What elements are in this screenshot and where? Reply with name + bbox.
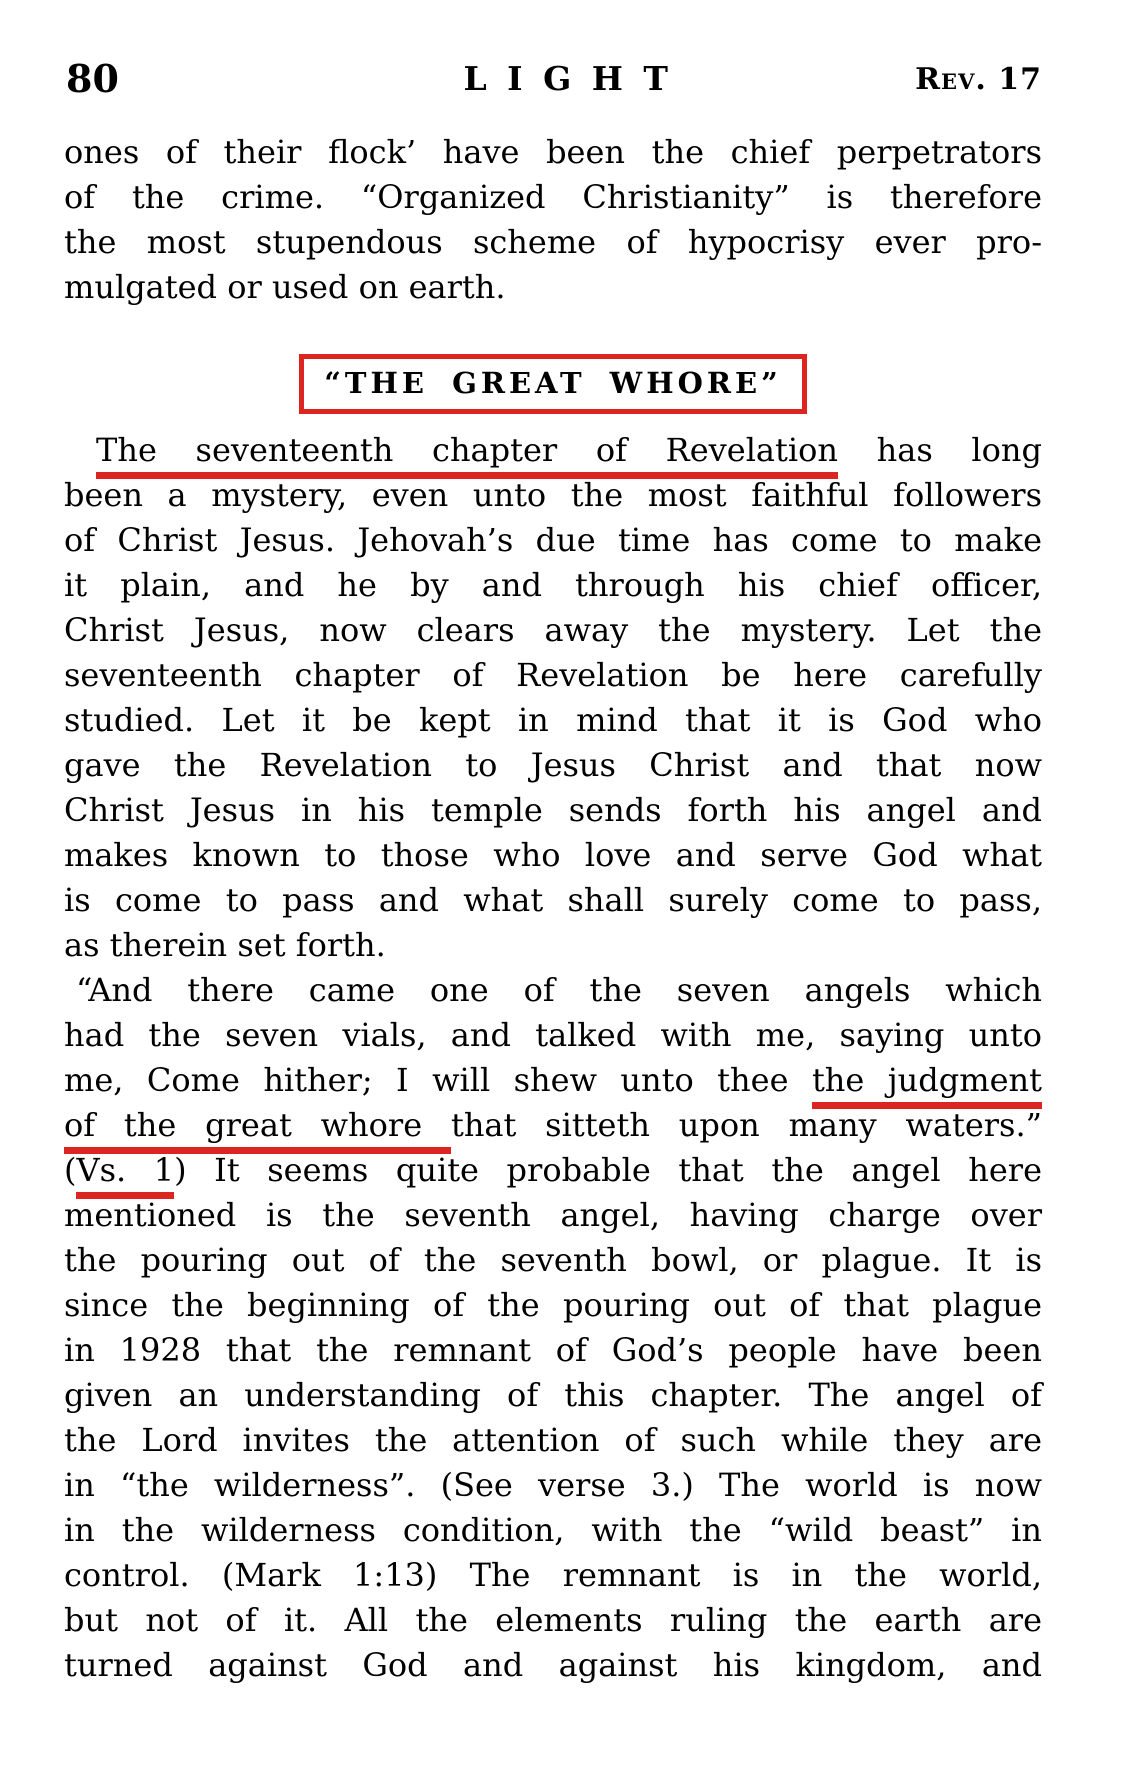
text-line bbox=[64, 1463, 1042, 1508]
text-line bbox=[64, 1013, 1042, 1058]
text-line bbox=[64, 1598, 1042, 1643]
text-segment: of Christ Jesus. Jehovah’s due time has come to make bbox=[64, 521, 1042, 559]
text-line bbox=[64, 968, 1042, 1013]
text-segment: Christ Jesus, now clears away the mystery. Let the bbox=[64, 611, 1042, 649]
text-segment: mulgated or used on earth. bbox=[64, 268, 506, 306]
text-segment: in the wilderness condition, with the “wild beast” in bbox=[64, 1511, 1042, 1549]
paragraph bbox=[64, 428, 1042, 968]
book-title: LIGHT bbox=[463, 59, 689, 98]
text-line bbox=[64, 563, 1042, 608]
text-line bbox=[64, 608, 1042, 653]
text-segment: ( bbox=[64, 1151, 77, 1189]
text-line bbox=[64, 428, 1042, 473]
text-line bbox=[64, 1193, 1042, 1238]
paragraph bbox=[64, 968, 1042, 1688]
text-line bbox=[64, 1058, 1042, 1103]
text-line bbox=[64, 1553, 1042, 1598]
text-line bbox=[64, 175, 1042, 220]
text-line bbox=[64, 1103, 1042, 1148]
text-segment: the Lord invites the attention of such while they are bbox=[64, 1421, 1042, 1459]
text-segment: but not of it. All the elements ruling the earth are bbox=[64, 1601, 1042, 1639]
page-body bbox=[64, 130, 1042, 1688]
text-segment: had the seven vials, and talked with me, saying unto bbox=[64, 1016, 1042, 1054]
text-line bbox=[64, 473, 1042, 518]
text-segment: of the crime. “Organized Christianity” is therefore bbox=[64, 178, 1042, 216]
paragraph bbox=[64, 130, 1042, 310]
text-line bbox=[64, 1283, 1042, 1328]
text-segment: given an understanding of this chapter. The angel of bbox=[64, 1376, 1042, 1414]
section-heading: “THE GREAT WHORE” bbox=[324, 366, 782, 400]
text-segment: mentioned is the seventh angel, having charge over bbox=[64, 1196, 1042, 1234]
text-segment: “And there came one of the seven angels which bbox=[76, 971, 1042, 1009]
text-line bbox=[64, 878, 1042, 923]
text-line bbox=[64, 698, 1042, 743]
text-segment: studied. Let it be kept in mind that it is God who bbox=[64, 701, 1042, 739]
text-line bbox=[64, 130, 1042, 175]
running-head: Rev. 17 bbox=[915, 62, 1042, 97]
text-segment: it plain, and he by and through his chief officer, bbox=[64, 566, 1042, 604]
page-header bbox=[0, 0, 1142, 104]
text-line bbox=[64, 833, 1042, 878]
text-line bbox=[64, 1643, 1042, 1688]
text-segment: is come to pass and what shall surely come to pass, bbox=[64, 881, 1042, 919]
text-segment: ) It seems quite probable that the angel here bbox=[174, 1151, 1043, 1189]
text-segment: makes known to those who love and serve God what bbox=[64, 836, 1042, 874]
text-line bbox=[64, 220, 1042, 265]
text-segment: that sitteth upon many waters.” bbox=[450, 1106, 1043, 1144]
red-underline-annotation: of the great whore bbox=[64, 1106, 451, 1154]
text-segment: me, Come hither; I will shew unto thee bbox=[64, 1061, 812, 1099]
text-segment: been a mystery, even unto the most faithful followers bbox=[64, 476, 1042, 514]
text-line bbox=[64, 1238, 1042, 1283]
text-line bbox=[64, 518, 1042, 563]
text-line bbox=[64, 1148, 1042, 1193]
text-line bbox=[64, 923, 1042, 968]
text-line bbox=[64, 653, 1042, 698]
text-segment: control. (Mark 1:13) The remnant is in the world, bbox=[64, 1556, 1042, 1594]
text-segment: the pouring out of the seventh bowl, or plague. It is bbox=[64, 1241, 1042, 1279]
text-segment: ones of their flock’ have been the chief perpetrators bbox=[64, 133, 1042, 171]
red-underline-annotation: The seventeenth chapter of Revelation bbox=[96, 431, 838, 479]
text-segment: has long bbox=[837, 431, 1042, 469]
text-segment: in “the wilderness”. (See verse 3.) The world is now bbox=[64, 1466, 1042, 1504]
text-line bbox=[64, 265, 1042, 310]
text-segment: seventeenth chapter of Revelation be here carefully bbox=[64, 656, 1042, 694]
text-line bbox=[64, 1418, 1042, 1463]
red-annotation-box bbox=[299, 354, 807, 414]
text-line bbox=[64, 1328, 1042, 1373]
text-segment: turned against God and against his kingdom, and bbox=[64, 1646, 1042, 1684]
text-segment: the most stupendous scheme of hypocrisy ever pro- bbox=[64, 223, 1042, 261]
page-number: 80 bbox=[66, 56, 119, 101]
text-segment: as therein set forth. bbox=[64, 926, 386, 964]
heading-row bbox=[64, 354, 1042, 414]
text-line bbox=[64, 743, 1042, 788]
red-underline-annotation: Vs. 1 bbox=[76, 1151, 174, 1199]
text-line bbox=[64, 1373, 1042, 1418]
text-segment: since the beginning of the pouring out of that plague bbox=[64, 1286, 1042, 1324]
text-segment: gave the Revelation to Jesus Christ and that now bbox=[64, 746, 1042, 784]
text-line bbox=[64, 788, 1042, 833]
red-underline-annotation: the judgment bbox=[812, 1061, 1042, 1109]
text-segment: in 1928 that the remnant of God’s people have been bbox=[64, 1331, 1042, 1369]
text-segment: Christ Jesus in his temple sends forth his angel and bbox=[64, 791, 1042, 829]
text-line bbox=[64, 1508, 1042, 1553]
